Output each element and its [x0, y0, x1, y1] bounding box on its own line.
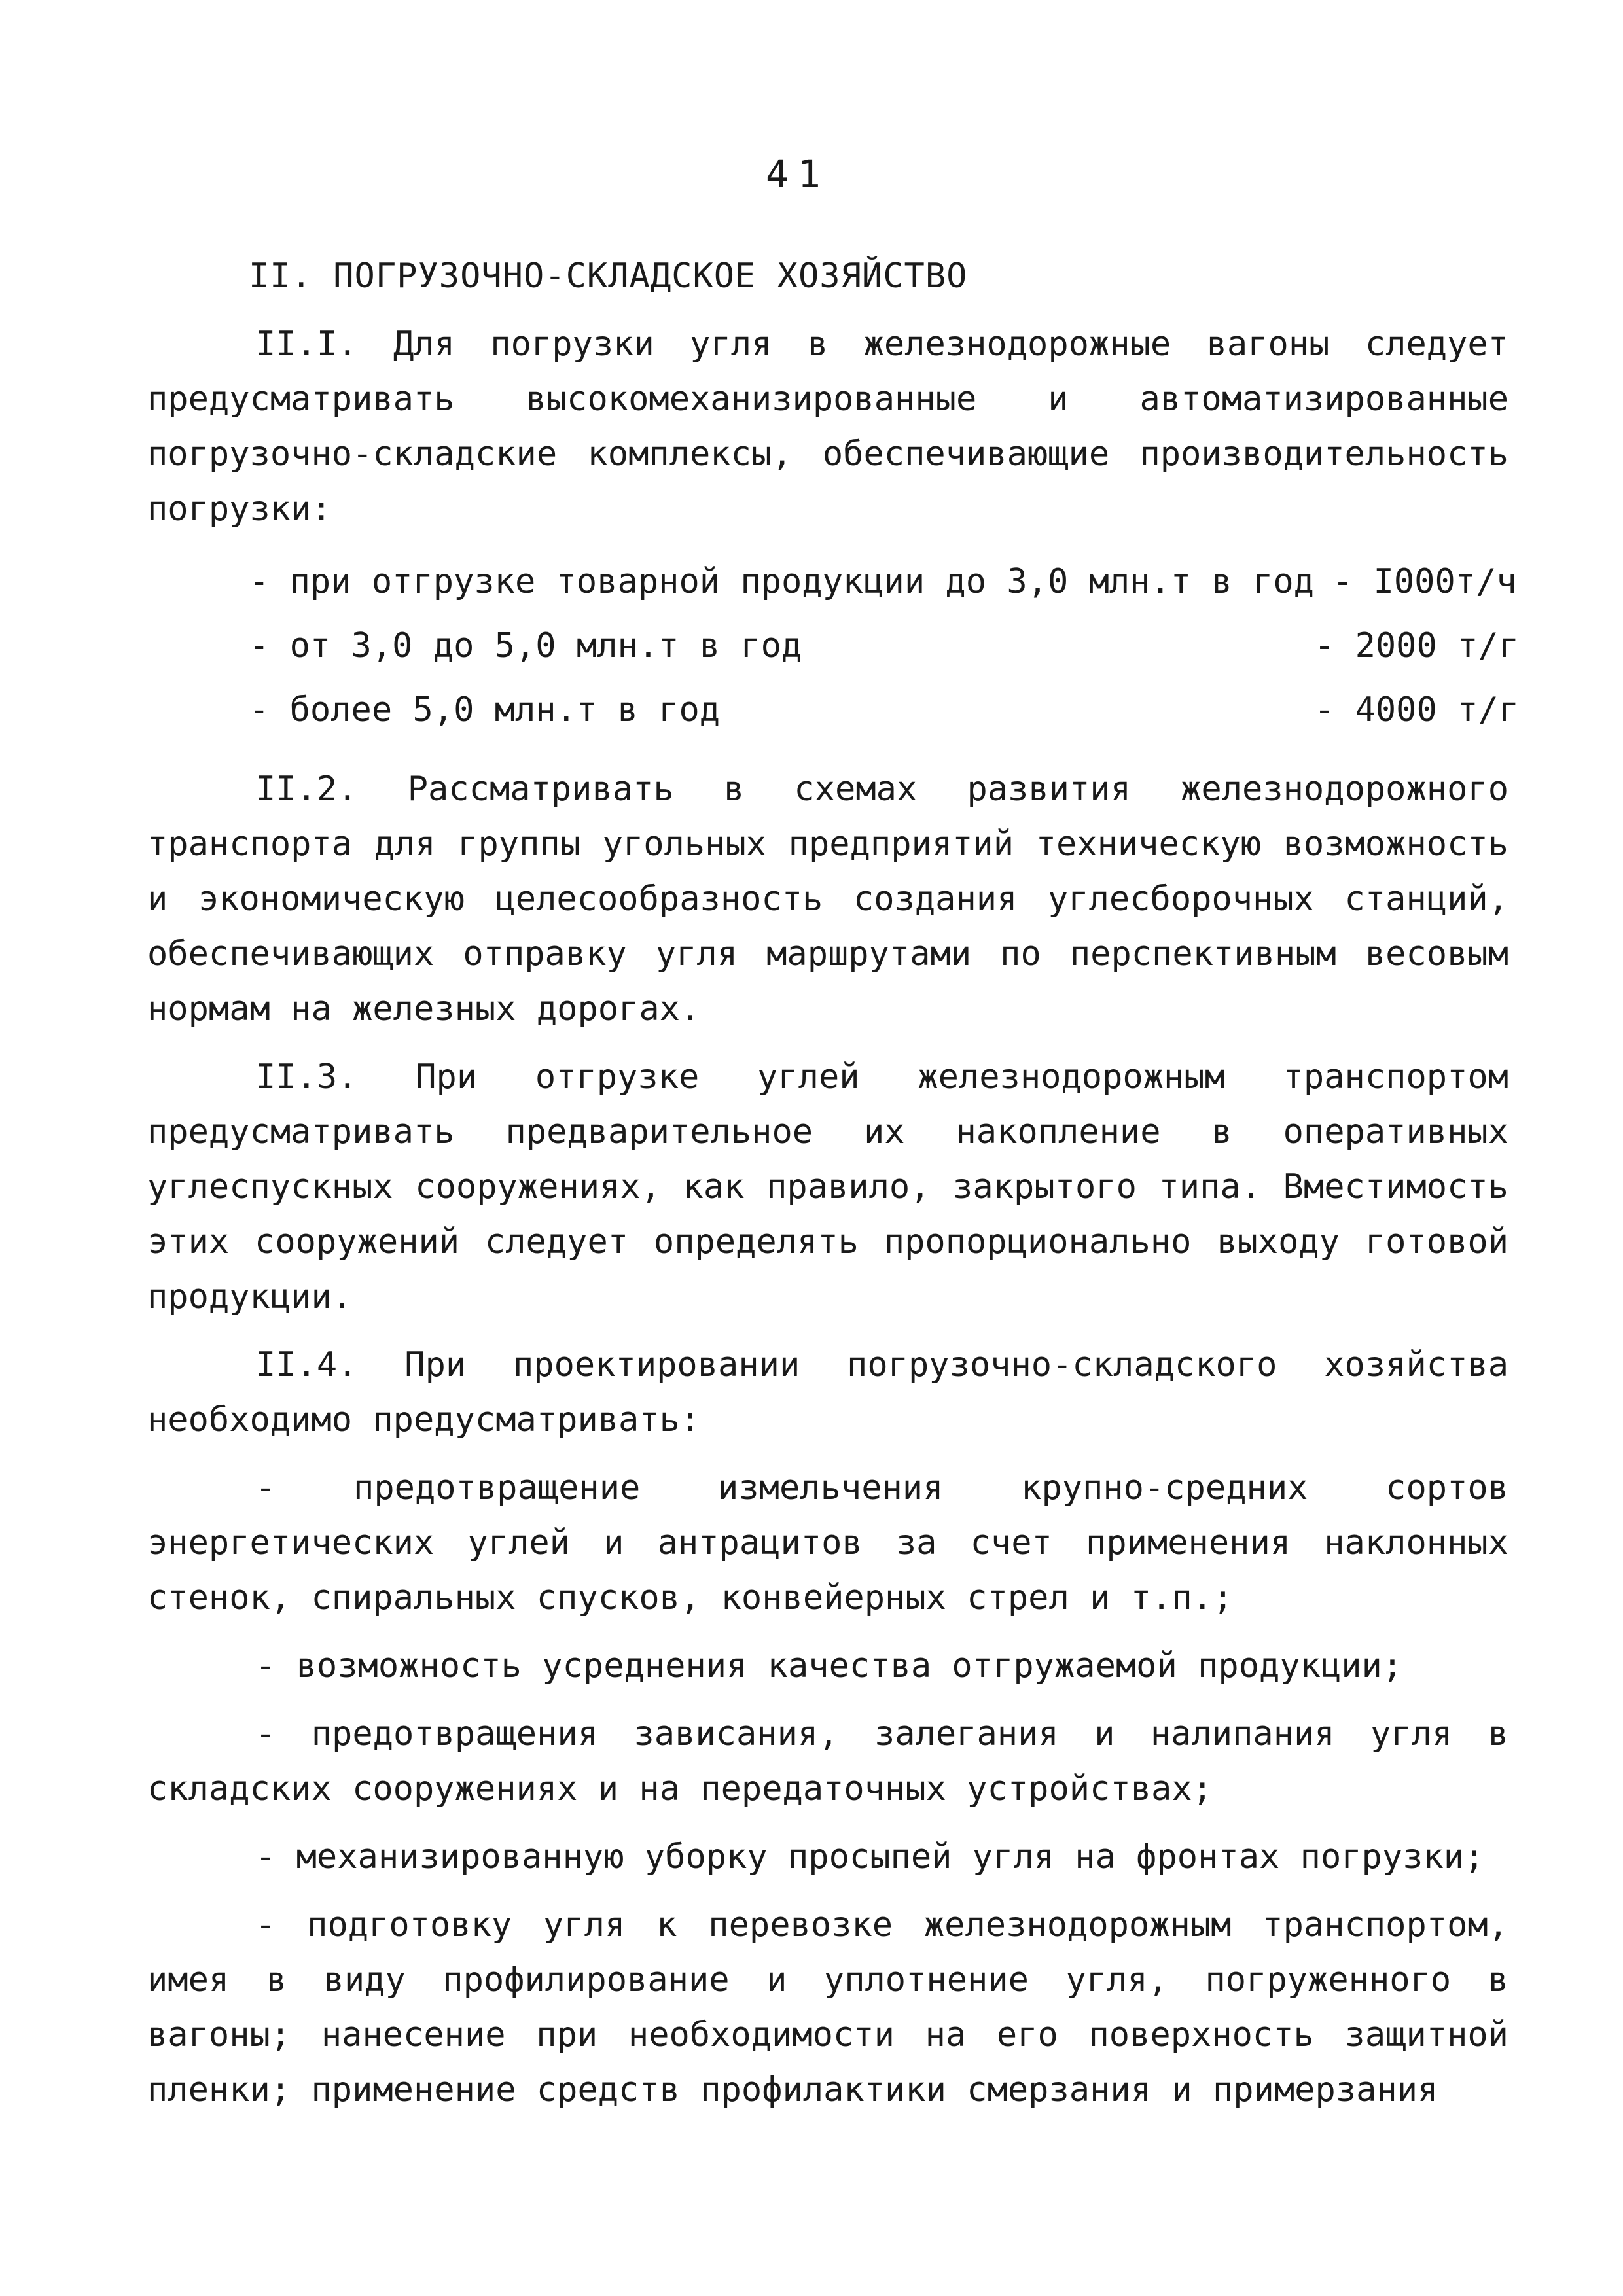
loading-rate-condition: - при отгрузке товарной продукции до 3,0 млн.т в год: [249, 562, 1314, 601]
document-body: [147, 249, 1520, 2130]
loading-rate-value: - 4000 т/г: [1313, 690, 1520, 730]
loading-rate-row: [249, 614, 1519, 678]
loading-rate-row: [249, 678, 1519, 742]
paragraph-11-1: II.I. Для погрузки угля в железнодорожные вагоны следует предусматривать высокомеханизированные и автоматизированные погрузочно-складские комплексы, обеспечивающие производительность погрузки:: [147, 325, 1508, 529]
paragraph-11-3: II.3. При отгрузке углей железнодорожным транспортом предусматривать предварительное их накопление в оперативных углеспускных сооружениях, как правило, закрытого типа. Вместимость этих сооружений следует определять пропорционально выходу готовой продукции.: [147, 1057, 1508, 1316]
requirement-item: - подготовку угля к перевозке железнодорожным транспортом, имея в виду профилирование и уплотнение угля, погруженного в вагоны; нанесение при необходимости на его поверхность защитной пленки; применение средств профилактики смерзания и примерзания: [147, 1905, 1508, 2110]
requirement-item: - механизированную уборку просыпей угля на фронтах погрузки;: [255, 1837, 1485, 1877]
page-number: 41: [766, 152, 830, 196]
loading-rate-value: - I000т/ч: [1332, 562, 1517, 601]
loading-rate-condition: - более 5,0 млн.т в год: [249, 690, 721, 730]
requirement-item: - предотвращения зависания, залегания и налипания угля в складских сооружениях и на передаточных устройствах;: [147, 1714, 1508, 1809]
loading-rate-row: [249, 550, 1519, 614]
requirement-item: - предотвращение измельчения крупно-средних сортов энергетических углей и антрацитов за счет применения наклонных стенок, спиральных спусков, конвейерных стрел и т.п.;: [147, 1468, 1508, 1617]
loading-rate-list: [249, 550, 1519, 742]
paragraph-11-2: II.2. Рассматривать в схемах развития железнодорожного транспорта для группы угольных предприятий техническую возможность и экономическую целесообразность создания углесборочных станций, обеспечивающих отправку угля маршрутами по перспективным весовым нормам на железных дорогах.: [147, 769, 1508, 1029]
paragraph-11-4: II.4. При проектировании погрузочно-складского хозяйства необходимо предусматривать:: [147, 1345, 1508, 1439]
section-heading: II. ПОГРУЗОЧНО-СКЛАДСКОЕ ХОЗЯЙСТВО: [249, 256, 968, 296]
loading-rate-condition: - от 3,0 до 5,0 млн.т в год: [249, 626, 802, 665]
requirement-item: - возможность усреднения качества отгружаемой продукции;: [255, 1646, 1403, 1686]
loading-rate-value: - 2000 т/г: [1313, 626, 1520, 665]
